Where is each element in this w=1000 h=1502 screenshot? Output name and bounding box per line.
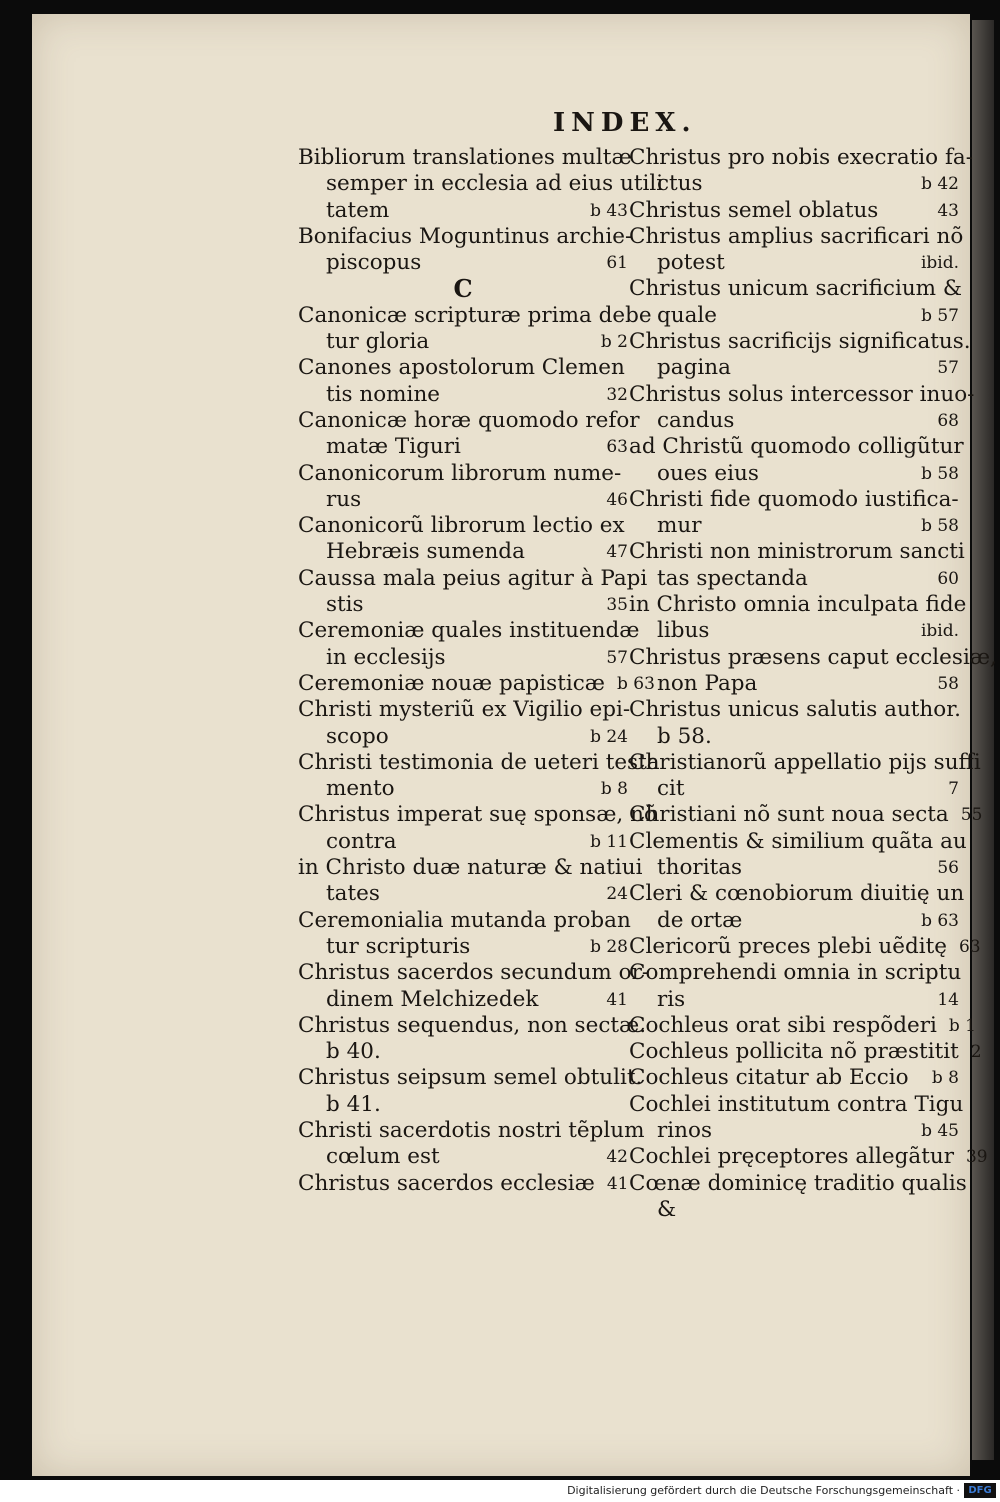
entry-line bbox=[629, 303, 959, 329]
entry-text: dinem Melchizedek bbox=[326, 986, 539, 1012]
entry-text: Christus unicus salutis author. bbox=[629, 697, 961, 723]
index-entry bbox=[298, 145, 664, 224]
index-entry bbox=[298, 513, 628, 566]
index-entry bbox=[298, 565, 648, 619]
entry-line bbox=[298, 697, 631, 723]
index-entry bbox=[298, 618, 640, 671]
page-reference: 35 bbox=[606, 595, 628, 616]
entry-line bbox=[298, 802, 657, 828]
entry-line bbox=[298, 670, 655, 697]
index-entry bbox=[629, 933, 981, 960]
entry-line bbox=[629, 487, 959, 513]
entry-text: cit bbox=[657, 776, 685, 802]
entry-line bbox=[298, 461, 628, 487]
entry-text: in ecclesijs bbox=[326, 644, 446, 670]
entry-text: mento bbox=[326, 776, 395, 802]
entry-text: piscopus bbox=[326, 250, 422, 276]
entry-text: Christus pro nobis execratio fa- bbox=[629, 145, 973, 170]
entry-text: Ceremoniæ quales instituendæ bbox=[298, 618, 640, 644]
index-entry bbox=[298, 407, 640, 461]
entry-text: Christi mysteriũ ex Vigilio epi- bbox=[298, 697, 631, 723]
page-reference: 42 bbox=[606, 1147, 628, 1168]
page-reference: 2 bbox=[970, 1042, 982, 1063]
entry-text: rus bbox=[326, 486, 362, 512]
entry-line bbox=[629, 145, 973, 171]
entry-text: Canonicæ scripturæ prima debe bbox=[298, 302, 652, 328]
entry-line bbox=[629, 223, 964, 250]
entry-line bbox=[629, 618, 959, 644]
index-entry bbox=[629, 276, 963, 329]
entry-line bbox=[629, 198, 959, 224]
entry-line bbox=[298, 1039, 628, 1065]
page-reference: b 24 bbox=[590, 726, 628, 747]
index-entry bbox=[298, 461, 628, 514]
entry-line bbox=[298, 855, 643, 881]
entry-line bbox=[629, 1012, 976, 1039]
index-entry bbox=[629, 749, 981, 803]
entry-line bbox=[298, 907, 631, 934]
entry-line bbox=[629, 908, 959, 934]
entry-text: semper in ecclesia ad eius utili bbox=[326, 171, 664, 197]
page-reference: 14 bbox=[937, 989, 959, 1010]
entry-text: in Christo omnia inculpata fide bbox=[629, 592, 967, 618]
entry-text: Christus imperat suę sponsæ, nõ bbox=[298, 802, 657, 828]
page-reference: 55 bbox=[960, 805, 983, 826]
entry-text: tur scripturis bbox=[326, 933, 471, 959]
index-entry bbox=[629, 592, 967, 645]
page-reference: 41 bbox=[606, 1173, 629, 1194]
entry-line bbox=[629, 539, 965, 565]
index-entry bbox=[629, 1170, 967, 1224]
page-reference: b 1 bbox=[948, 1015, 976, 1036]
entry-line bbox=[629, 171, 959, 197]
page-reference: b 43 bbox=[590, 200, 628, 221]
index-entry bbox=[629, 539, 965, 592]
page-reference: 24 bbox=[606, 884, 628, 905]
entry-line bbox=[298, 407, 640, 434]
index-entry bbox=[629, 828, 967, 882]
entry-line bbox=[298, 539, 628, 565]
entry-line bbox=[629, 1065, 959, 1091]
footer-credit: Digitalisierung gefördert durch die Deutsche Forschungsgemeinschaft · bbox=[567, 1484, 960, 1497]
index-entry bbox=[298, 1012, 647, 1066]
entry-text: oues eius bbox=[657, 460, 759, 486]
index-entry bbox=[629, 198, 959, 224]
page-reference: 32 bbox=[606, 384, 628, 405]
page-reference: b 58 bbox=[921, 463, 959, 484]
index-entry bbox=[298, 1171, 628, 1197]
entry-text: Christus præsens caput ecclesiæ, bbox=[629, 644, 997, 670]
entry-line bbox=[298, 1012, 647, 1039]
entry-text: Christus amplius sacrificari nõ bbox=[629, 223, 964, 249]
entry-line bbox=[629, 749, 981, 776]
entry-text: Christiani nõ sunt noua secta bbox=[629, 802, 949, 828]
entry-text: Cleri & cœnobiorum diuitię un bbox=[629, 881, 965, 907]
page-header: INDEX. bbox=[553, 108, 697, 138]
index-entry bbox=[629, 223, 964, 277]
page-reference: 56 bbox=[937, 858, 959, 879]
index-entry bbox=[629, 802, 983, 828]
entry-text: b 40. bbox=[326, 1039, 381, 1065]
page-reference: 61 bbox=[606, 253, 628, 274]
page-reference: 60 bbox=[937, 568, 959, 589]
entry-text: & bbox=[657, 1196, 677, 1222]
entry-line bbox=[629, 802, 983, 828]
entry-text: Cœnæ dominicę traditio qualis bbox=[629, 1170, 967, 1196]
entry-line bbox=[629, 566, 959, 592]
entry-line bbox=[629, 250, 959, 276]
page-reference: ibid. bbox=[920, 621, 959, 642]
entry-text: Ceremonialia mutanda proban bbox=[298, 907, 631, 933]
index-entry bbox=[629, 1039, 982, 1065]
entry-line bbox=[298, 1092, 628, 1118]
entry-line bbox=[298, 960, 650, 986]
index-entry bbox=[629, 145, 973, 198]
index-entry bbox=[629, 1091, 964, 1145]
entry-text: Clementis & similium quãta au bbox=[629, 828, 967, 854]
entry-line bbox=[298, 618, 640, 644]
entry-text: Caussa mala peius agitur à Papi bbox=[298, 565, 648, 591]
index-entry bbox=[629, 487, 959, 540]
entry-text: Cochlei pręceptores allegãtur bbox=[629, 1144, 954, 1170]
entry-text: mur bbox=[657, 513, 702, 539]
index-entry bbox=[298, 355, 628, 408]
index-entry bbox=[629, 697, 959, 750]
page-reference: 57 bbox=[606, 647, 628, 668]
entry-text: Comprehendi omnia in scriptu bbox=[629, 960, 962, 986]
index-entry bbox=[298, 749, 660, 803]
section-letter: C bbox=[453, 274, 473, 304]
page-reference: 39 bbox=[965, 1147, 988, 1168]
entry-line bbox=[629, 1170, 967, 1197]
page-reference: 47 bbox=[606, 542, 628, 563]
entry-text: potest bbox=[657, 250, 725, 276]
entry-line bbox=[629, 1118, 959, 1144]
entry-line bbox=[629, 776, 959, 802]
index-entry bbox=[298, 1117, 645, 1171]
entry-line bbox=[629, 933, 981, 960]
entry-line bbox=[629, 1144, 988, 1170]
entry-text: pagina bbox=[657, 355, 731, 381]
entry-line bbox=[629, 592, 967, 618]
entry-text: libus bbox=[657, 618, 710, 644]
entry-text: Canones apostolorum Clemen bbox=[298, 355, 625, 381]
page-reference: 43 bbox=[937, 200, 959, 221]
entry-line bbox=[629, 671, 959, 697]
entry-line bbox=[298, 382, 628, 408]
entry-line bbox=[629, 513, 959, 539]
entry-line bbox=[629, 461, 959, 487]
entry-line bbox=[298, 934, 628, 960]
entry-text: b 41. bbox=[326, 1091, 381, 1117]
entry-line bbox=[629, 697, 959, 723]
page-reference: b 42 bbox=[921, 174, 959, 195]
entry-text: Christus sacerdos ecclesiæ bbox=[298, 1170, 595, 1196]
entry-line bbox=[298, 881, 628, 907]
entry-text: b 58. bbox=[657, 723, 712, 749]
entry-text: Bonifacius Moguntinus archie- bbox=[298, 223, 633, 249]
entry-text: cœlum est bbox=[326, 1144, 440, 1170]
index-entry bbox=[298, 697, 631, 750]
entry-line bbox=[629, 855, 959, 881]
page-reference: b 63 bbox=[921, 910, 959, 931]
entry-text: Christus sequendus, non sectæ. bbox=[298, 1012, 647, 1038]
page-reference: b 57 bbox=[921, 305, 959, 326]
page-reference: b 11 bbox=[590, 831, 628, 852]
index-entry bbox=[298, 855, 643, 908]
entry-line bbox=[298, 829, 628, 855]
entry-line bbox=[629, 355, 959, 381]
entry-text: tur gloria bbox=[326, 329, 430, 355]
entry-line bbox=[298, 645, 628, 671]
entry-text: Cochleus pollicita nõ præstitit bbox=[629, 1039, 959, 1065]
index-entry bbox=[629, 644, 997, 698]
entry-line bbox=[629, 381, 975, 408]
entry-text: quale bbox=[657, 302, 718, 328]
entry-line bbox=[298, 355, 628, 381]
entry-text: stis bbox=[326, 592, 364, 618]
entry-line bbox=[298, 1144, 628, 1170]
entry-text: matæ Tiguri bbox=[326, 434, 461, 460]
page-reference: b 63 bbox=[616, 673, 655, 694]
entry-text: tas spectanda bbox=[657, 565, 808, 591]
entry-line bbox=[629, 644, 997, 671]
entry-line bbox=[298, 592, 628, 618]
entry-text: in Christo duæ naturæ & natiui bbox=[298, 855, 643, 881]
index-entry bbox=[629, 1012, 976, 1039]
entry-text: Cochleus orat sibi respõderi bbox=[629, 1012, 937, 1038]
index-entry bbox=[629, 960, 962, 1013]
index-entry bbox=[298, 907, 631, 961]
entry-line bbox=[298, 724, 628, 750]
entry-line bbox=[298, 749, 660, 776]
page-edge bbox=[972, 20, 994, 1460]
page-reference: b 8 bbox=[600, 779, 628, 800]
entry-text: Cochleus citatur ab Eccio bbox=[629, 1065, 909, 1091]
entry-text: Christus semel oblatus bbox=[629, 197, 879, 223]
entry-line bbox=[298, 171, 664, 197]
entry-text: ad Christũ quomodo colligũtur bbox=[629, 434, 964, 460]
entry-line bbox=[298, 1065, 643, 1091]
entry-text: tates bbox=[326, 881, 380, 907]
entry-line bbox=[298, 565, 648, 592]
index-entry bbox=[629, 1065, 959, 1091]
entry-line bbox=[629, 434, 964, 460]
entry-line bbox=[298, 302, 652, 329]
entry-text: contra bbox=[326, 828, 397, 854]
entry-text: Cochlei institutum contra Tigu bbox=[629, 1091, 964, 1117]
index-entry bbox=[298, 223, 633, 277]
entry-text: Christi non ministrorum sancti bbox=[629, 539, 965, 565]
entry-text: Christi fide quomodo iustifica- bbox=[629, 486, 959, 512]
dfg-logo: DFG bbox=[964, 1483, 996, 1498]
entry-text: ctus bbox=[657, 171, 703, 197]
entry-text: candus bbox=[657, 407, 735, 433]
entry-text: Canonicorum librorum nume- bbox=[298, 460, 622, 486]
index-entry bbox=[298, 670, 655, 697]
entry-text: tatem bbox=[326, 197, 390, 223]
entry-text: Christus unicum sacrificium & bbox=[629, 276, 963, 302]
entry-line bbox=[298, 1117, 645, 1144]
entry-text: rinos bbox=[657, 1117, 712, 1143]
index-entry bbox=[298, 960, 650, 1013]
entry-line bbox=[629, 987, 959, 1013]
entry-line bbox=[629, 1091, 964, 1118]
entry-text: Hebræis sumenda bbox=[326, 539, 525, 565]
page-reference: 58 bbox=[937, 673, 959, 694]
entry-text: de ortæ bbox=[657, 907, 743, 933]
entry-text: Christi testimonia de ueteri testa bbox=[298, 749, 660, 775]
index-entry bbox=[629, 1144, 988, 1170]
entry-line bbox=[298, 1171, 628, 1197]
entry-line bbox=[629, 881, 965, 907]
page-reference: 63 bbox=[958, 936, 981, 957]
index-entry bbox=[298, 802, 657, 855]
entry-text: Ceremoniæ nouæ papisticæ bbox=[298, 670, 605, 696]
right-column bbox=[629, 145, 997, 1223]
page-reference: 57 bbox=[937, 358, 959, 379]
entry-text: Canonicæ horæ quomodo refor bbox=[298, 407, 640, 433]
entry-line bbox=[629, 724, 959, 750]
entry-line bbox=[298, 145, 632, 171]
entry-text: Bibliorum translationes multæ bbox=[298, 145, 632, 170]
entry-line bbox=[298, 198, 628, 224]
index-entry bbox=[629, 381, 975, 435]
entry-text: tis nomine bbox=[326, 381, 441, 407]
entry-text: Clericorũ preces plebi uẽditę bbox=[629, 933, 947, 959]
page-reference: 68 bbox=[937, 410, 959, 431]
index-entry bbox=[629, 434, 964, 487]
index-entry bbox=[629, 329, 971, 382]
entry-line bbox=[298, 776, 628, 802]
page-reference: b 45 bbox=[921, 1120, 959, 1141]
page-reference: 46 bbox=[606, 489, 628, 510]
entry-text: Christianorũ appellatio pijs suffi bbox=[629, 749, 981, 775]
entry-line bbox=[298, 329, 628, 355]
entry-text: scopo bbox=[326, 723, 389, 749]
entry-line bbox=[629, 276, 963, 302]
page-reference: 63 bbox=[606, 437, 628, 458]
footer-bar bbox=[0, 1480, 1000, 1502]
entry-line bbox=[298, 987, 628, 1013]
entry-text: Christus sacerdos secundum or- bbox=[298, 960, 650, 986]
page-reference: b 2 bbox=[600, 332, 628, 353]
entry-line bbox=[298, 487, 628, 513]
entry-text: Christus sacrificijs significatus. bbox=[629, 329, 971, 355]
left-column bbox=[298, 145, 664, 1197]
entry-line bbox=[298, 223, 633, 250]
entry-line bbox=[629, 1197, 959, 1223]
entry-line bbox=[629, 408, 959, 434]
page-reference: b 28 bbox=[590, 936, 628, 957]
entry-text: ris bbox=[657, 986, 686, 1012]
page-reference: ibid. bbox=[920, 253, 959, 274]
page-reference: 41 bbox=[606, 989, 628, 1010]
index-entry bbox=[629, 881, 965, 934]
entry-line bbox=[298, 250, 628, 276]
page-reference: b 8 bbox=[931, 1068, 959, 1089]
entry-line bbox=[629, 329, 971, 355]
entry-text: Christus seipsum semel obtulit. bbox=[298, 1065, 643, 1091]
entry-text: non Papa bbox=[657, 670, 758, 696]
page-reference: b 58 bbox=[921, 516, 959, 537]
entry-line bbox=[298, 434, 628, 460]
entry-text: Canonicorũ librorum lectio ex bbox=[298, 513, 625, 539]
page-reference: 7 bbox=[948, 779, 959, 800]
index-entry bbox=[298, 302, 652, 356]
entry-line bbox=[629, 960, 962, 986]
entry-line bbox=[629, 828, 967, 855]
entry-text: Christus solus intercessor inuo- bbox=[629, 381, 975, 407]
entry-text: Christi sacerdotis nostri tẽplum bbox=[298, 1117, 645, 1143]
entry-line bbox=[629, 1039, 982, 1065]
entry-line bbox=[298, 513, 628, 539]
index-entry bbox=[298, 1065, 643, 1118]
entry-text: thoritas bbox=[657, 855, 743, 881]
